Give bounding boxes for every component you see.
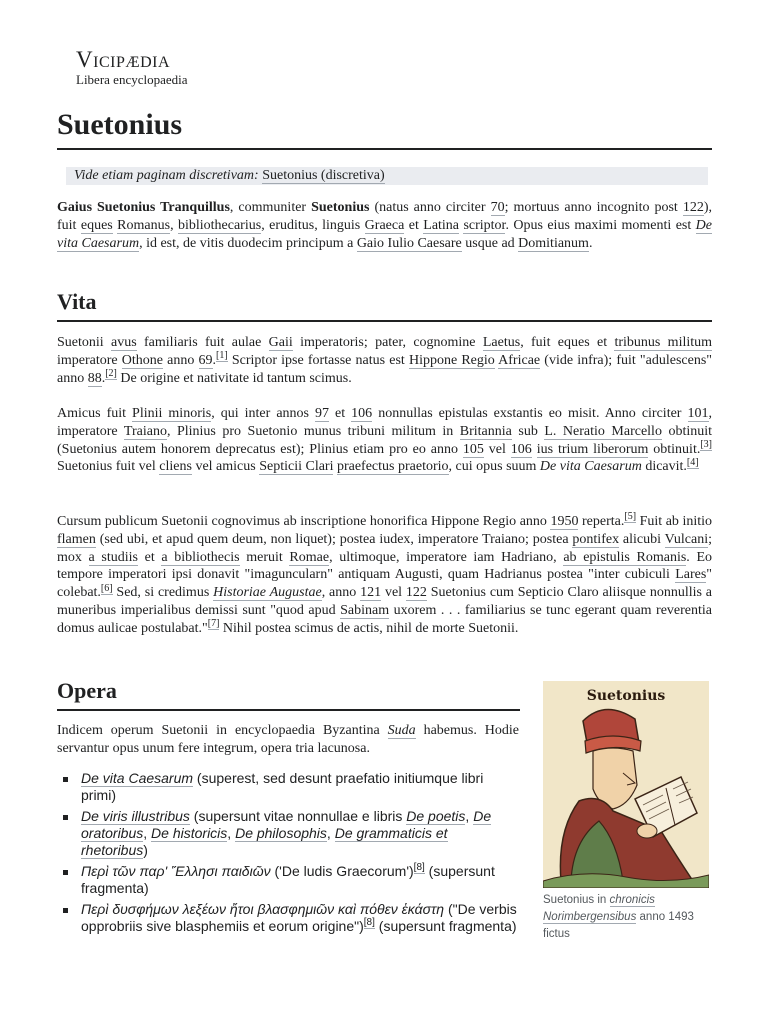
link-plinii-minoris[interactable]: Plinii minoris [132,406,212,421]
text: , communiter [229,200,312,215]
text: Suetonii [57,335,112,350]
link-ab-epistulis[interactable]: ab epistulis Romanis [563,549,687,565]
citation-1[interactable]: [1] [216,350,228,362]
text: familiaris fuit aulae [136,335,269,350]
link-121[interactable]: 121 [360,585,382,601]
text: (supersunt vitae nonnullae e libris [189,808,407,824]
list-item [57,863,517,897]
citation-2[interactable]: [2] [105,367,117,379]
text: reperta. [578,514,625,529]
hatnote-label: Vide etiam paginam discretivam: [74,168,259,183]
suetonius-image[interactable] [543,681,709,888]
link-praefectus-praetorio[interactable]: praefectus praetorio [336,459,449,475]
text: (vide infra); fuit "adulescens" anno [57,352,713,386]
text: ("De verbis opprobriis sive blasphemiis et eorum origine") [81,901,517,934]
site-logo[interactable] [76,48,188,87]
text: (supersunt fragmenta) [374,918,517,934]
vita-paragraph-3 [57,513,712,638]
text: et [137,549,162,565]
text: Cursum publicum Suetonii cognovimus ab inscriptione honorifica Hippone Regio anno [57,514,551,529]
text: (natus anno circiter [369,200,491,215]
link-a-studiis[interactable]: a studiis [88,549,138,565]
link-122[interactable]: 122 [405,585,427,601]
link-flamen[interactable]: flamen [57,531,96,547]
link-laetus[interactable]: Laetus [482,335,521,350]
link-traiano[interactable]: Traiano [123,423,167,439]
text: , qui inter annos [211,406,316,421]
link-de-vita-caesarum[interactable]: De vita Caesarum [57,217,712,251]
citation-5[interactable]: [5] [624,511,637,523]
link-neratio-marcello[interactable]: L. Neratio Marcello [544,423,662,439]
text: , [227,825,236,841]
text: vel [381,585,406,601]
text: Suetonius in [543,894,610,906]
link-de-oratoribus[interactable]: De oratoribus [81,808,492,841]
link-gaii[interactable]: Gaii [268,335,293,350]
section-heading-vita: Vita [57,288,712,322]
text: ) [143,842,148,858]
text: , fuit eques et [520,335,615,350]
text: , [143,825,152,841]
link-eques[interactable]: eques [80,217,113,233]
text: et [329,406,352,421]
link-de-grammaticis[interactable]: De grammaticis et rhetoribus [81,825,448,858]
link-septicii-clari[interactable]: Septicii Clari [259,459,334,475]
text: , [465,808,474,824]
text [532,442,537,457]
hatnote [66,167,708,185]
citation-4[interactable]: [4] [686,456,699,468]
text: uxorem . . . familiarius se tunc egerant quam reverentia domus aulicae postulabat." [57,602,712,636]
citation-8[interactable]: [8] [363,917,375,929]
thumbnail-figure [543,681,709,943]
vita-paragraph-1: Suetonii avus familiaris fuit aulae Gaii imperatoris; pater, cognomine Laetus, fuit eques et tribunus militum imperatore Othone anno 69.[1] Scriptor ipse fortasse natus est Hippone Regio Africae (vide infra); fuit "adulescens" anno 88.[2] De origine et nativitate id tantum scimus. [57,335,713,386]
link-vulcani[interactable]: Vulcani [664,531,709,547]
figure-caption [543,892,709,943]
link-97[interactable]: 97 [315,406,330,421]
text: Nihil postea scimus de actis, nihil de morte Suetonii. [219,620,519,636]
subject-name: Gaius Suetonius Tranquillus [57,200,230,215]
link-ius-trium-liberorum[interactable]: ius trium liberorum [536,441,649,457]
link-pontifex[interactable]: pontifex [572,531,620,547]
text: , Plinius pro Suetonio munus tribuni militum in [166,423,460,439]
list-item [57,770,517,804]
link-de-historicis[interactable]: De historicis [151,825,228,841]
link-de-poetis[interactable]: De poetis [406,808,466,824]
text: " colebat. [57,567,712,601]
link-122[interactable]: 122 [682,200,704,215]
text: . [588,235,593,251]
text: ; mox [57,531,712,565]
link-romanus[interactable]: Romanus [117,217,171,233]
link-avus[interactable]: avus [111,335,137,350]
text: anno [163,352,199,368]
text: dicavit. [641,459,687,475]
text: imperatoris; pater, cognomine [292,335,483,350]
link-bibliothecarius[interactable]: bibliothecarius [177,217,262,233]
subject-short-name: Suetonius [311,200,370,215]
text: De origine et nativitate id tantum scimus. [116,370,352,386]
link-gaio-iulio-caesare[interactable]: Gaio Iulio Caesare [356,235,462,251]
link-africae[interactable]: Africae [498,352,541,368]
vita-paragraph-2 [57,405,712,476]
text: Indicem operum Suetonii in encyclopaedia Byzantina [57,723,388,738]
text: ('De ludis Graecorum') [270,863,414,879]
text: nonnullas epistulas exstantis eo misit. Anno circiter [372,406,688,421]
text: (supersunt fragmenta) [81,863,495,896]
italic-title: De vita Caesarum [539,459,642,475]
text: usque ad [461,235,519,251]
text: (superest, sed desunt praefatio initiumque libri primi) [81,770,484,803]
text: , anno [321,585,361,601]
link-70[interactable]: 70 [490,200,505,215]
citation-6[interactable]: [6] [100,582,113,594]
link-69[interactable]: 69 [198,352,213,368]
text: ), fuit [57,200,712,233]
link-britannia[interactable]: Britannia [459,423,512,439]
link-105[interactable]: 105 [462,441,484,457]
text: meruit [239,549,290,565]
link-101[interactable]: 101 [687,406,709,421]
citation-7[interactable]: [7] [207,618,220,630]
text: , [326,825,335,841]
text: (sed ubi, et apud quem deum, non liquet); postea iudex, imperatore Traiano; postea [95,531,573,547]
link-de-philosophis[interactable]: De philosophis [235,825,327,841]
text: Scriptor ipse fortasse natus est [227,352,409,368]
link-1950[interactable]: 1950 [550,514,579,529]
section-heading-opera: Opera [57,677,520,711]
works-list [57,770,517,939]
opera-paragraph [57,722,519,758]
text: Amicus fuit [57,406,133,421]
link-a-bibliothecis[interactable]: a bibliothecis [161,549,240,565]
text: . Opus eius maximi momenti est [505,217,696,233]
link-tribunus-militum[interactable]: tribunus militum [614,335,713,350]
text: Suetonius fuit vel [57,459,160,475]
link-sabinam[interactable]: Sabinam [340,602,390,618]
text: Sed, si credimus [112,585,214,601]
link-suda[interactable]: Suda [387,723,416,738]
link-romae[interactable]: Romae [289,549,330,565]
text: Fuit ab initio [636,514,713,529]
greek-title: Περὶ τῶν παρ' Ἕλλησι παιδιῶν [81,863,271,879]
text: habemus. Hodie servantur opus unum fere integrum, opera tria lacunosa. [57,723,519,756]
link-106[interactable]: 106 [510,441,532,457]
list-item [57,901,517,935]
text: alicubi [619,531,665,547]
text: et [404,217,424,233]
text: , [170,217,178,233]
text: , id est, de vitis duodecim principum a [139,235,357,251]
text: imperatore [57,352,122,368]
link-hippone-regio[interactable]: Hippone Regio [408,352,495,368]
link-domitianum[interactable]: Domitianum [518,235,589,251]
text: , eruditus, linguis [261,217,365,233]
image-label: Suetonius [586,688,666,704]
text: obtinuit (Suetonius autem honorem deprecatus est); Plinius etiam pro eo anno [57,423,713,457]
text: ; mortuus anno incognito post [504,200,683,215]
text: obtinuit. [648,441,701,457]
link-88[interactable]: 88 [87,370,102,386]
link-historiae-augustae[interactable]: Historiae Augustae [213,585,322,601]
text: sub [511,423,545,439]
citation-3[interactable]: [3] [700,438,713,450]
hatnote-link[interactable]: Suetonius (discretiva) [262,168,385,183]
link-latina[interactable]: Latina [423,217,460,233]
intro-paragraph [57,199,712,252]
text: vel [483,441,511,457]
list-item [57,808,517,859]
link-de-vita-caesarum[interactable]: De vita Caesarum [81,770,194,786]
link-de-viris-illustribus[interactable]: De viris illustribus [81,808,190,824]
link-106[interactable]: 106 [351,406,373,421]
link-lares[interactable]: Lares [675,567,707,583]
page-title: Suetonius [57,108,712,150]
citation-8[interactable]: [8] [413,862,425,874]
greek-title: Περὶ δυσφήμων λεξέων ἤτοι βλασφημιῶν καὶ πόθεν ἑκάστη [81,901,445,917]
link-scriptor[interactable]: scriptor [463,217,506,233]
text: , ultimoque, imperatore iam Hadriano, [329,549,564,565]
text: . Eo tempore imperatori ipsi donavit "imaguncularn" antiquam Augusti, quam Hadrianus postea "inter cubiculi [57,549,712,583]
link-othone[interactable]: Othone [121,352,164,368]
text: Suetonius cum Septicio Claro aliisque nonnullis a muneribus imperialibus demissi sunt "quod apud [57,585,713,618]
link-graeca[interactable]: Graeca [364,217,405,233]
link-chronicis-norimbergensibus[interactable]: chronicis Norimbergensibus [543,894,655,923]
text: anno 1493 fictus [543,911,694,940]
logo-title: Vicipædia [76,47,171,72]
text: vel amicus [191,459,260,475]
text: , cui opus suum [448,459,540,475]
link-cliens[interactable]: cliens [159,459,192,475]
logo-subtitle: Libera encyclopaedia [76,72,188,87]
text: , imperatore [57,406,712,439]
